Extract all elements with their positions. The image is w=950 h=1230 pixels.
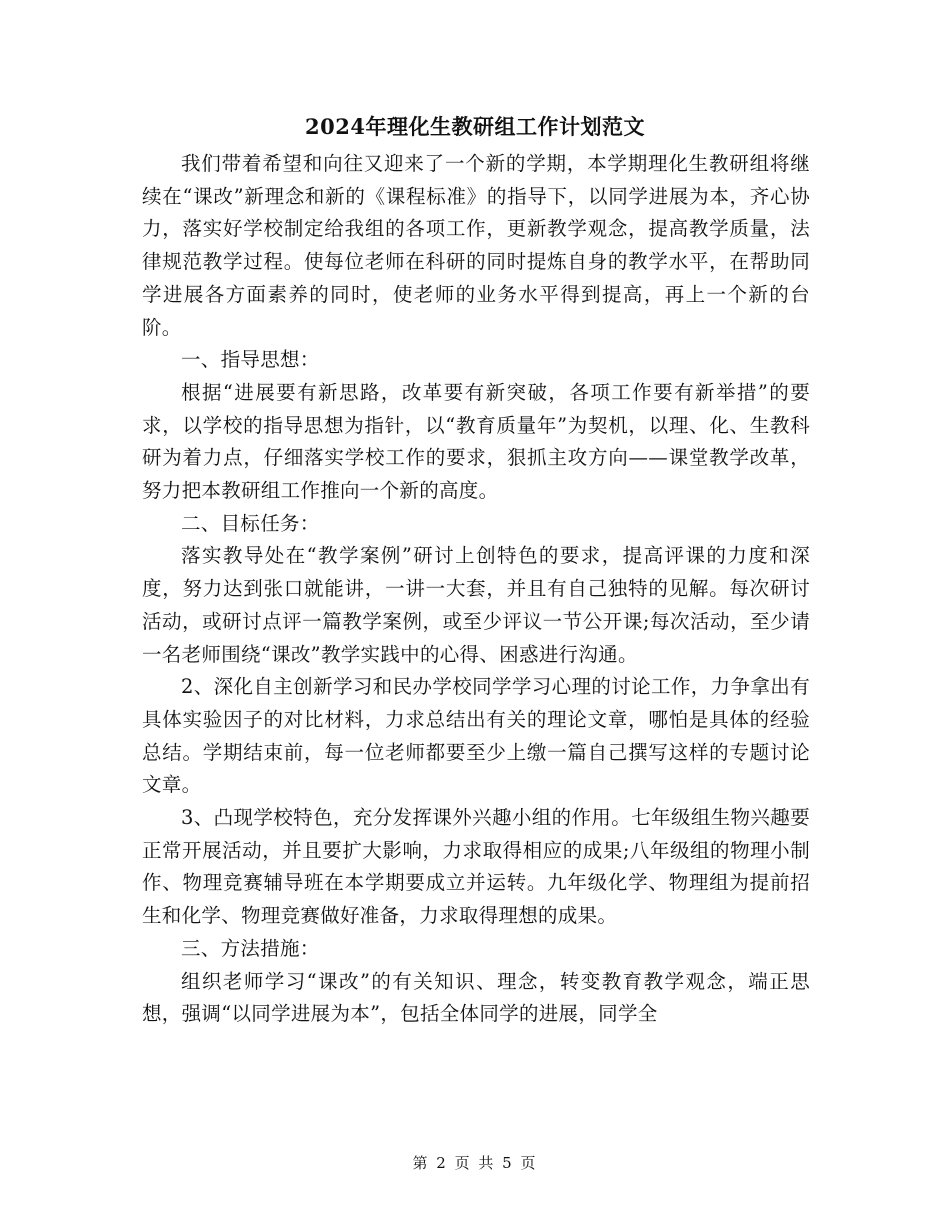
guiding-thought-paragraph: 根据“进展要有新思路，改革要有新突破，各项工作要有新举措”的要求，以学校的指导思想为指针，以“教育质量年”为契机，以理、化、生教科研为着力点，仔细落实学校工作的要求，狠抓主攻方向——课堂教学改革，努力把本教研组工作推向一个新的高度。 bbox=[142, 380, 810, 503]
section-heading-methods: 三、方法措施： bbox=[181, 936, 320, 960]
methods-paragraph: 组织老师学习“课改”的有关知识、理念，转变教育教学观念，端正思想，强调“以同学进展为本”，包括全体同学的进展，同学全 bbox=[142, 969, 810, 1026]
page-number: 第 2 页 共 5 页 bbox=[412, 1154, 538, 1172]
intro-paragraph: 我们带着希望和向往又迎来了一个新的学期，本学期理化生教研组将继续在“课改”新理念和新的《课程标准》的指导下，以同学进展为本，齐心协力，落实好学校制定给我组的各项工作，更新教学观念，提高教学质量，法律规范教学过程。使每位老师在科研的同时提炼自身的教学水平，在帮助同学进展各方面素养的同时，使老师的业务水平得到提高，再上一个新的台阶。 bbox=[142, 152, 810, 339]
goals-item-3: 3、凸现学校特色，充分发挥课外兴趣小组的作用。七年级组生物兴趣要正常开展活动，并且要扩大影响，力求取得相应的成果;八年级组的物理小制作、物理竞赛辅导班在本学期要成立并运转。九年级化学、物理组为提前招生和化学、物理竞赛做好准备，力求取得理想的成果。 bbox=[142, 806, 810, 928]
goals-item-1: 落实教导处在“教学案例”研讨上创特色的要求，提高评课的力度和深度，努力达到张口就能讲，一讲一大套，并且有自己独特的见解。每次研讨活动，或研讨点评一篇教学案例，或至少评议一节公开课;每次活动，至少请一名老师围绕“课改”教学实践中的心得、困惑进行沟通。 bbox=[142, 544, 810, 666]
document-body bbox=[142, 148, 810, 1031]
section-heading-guiding-thought: 一、指导思想： bbox=[181, 348, 320, 372]
goals-item-2: 2、深化自主创新学习和民办学校同学学习心理的讨论工作，力争拿出有具体实验因子的对比材料，力求总结出有关的理论文章，哪怕是具体的经验总结。学期结束前，每一位老师都要至少上缴一篇自己撰写这样的专题讨论文章。 bbox=[142, 675, 810, 797]
document-title: 2024年理化生教研组工作计划范文 bbox=[305, 114, 645, 139]
section-heading-goals: 二、目标任务： bbox=[181, 511, 320, 535]
